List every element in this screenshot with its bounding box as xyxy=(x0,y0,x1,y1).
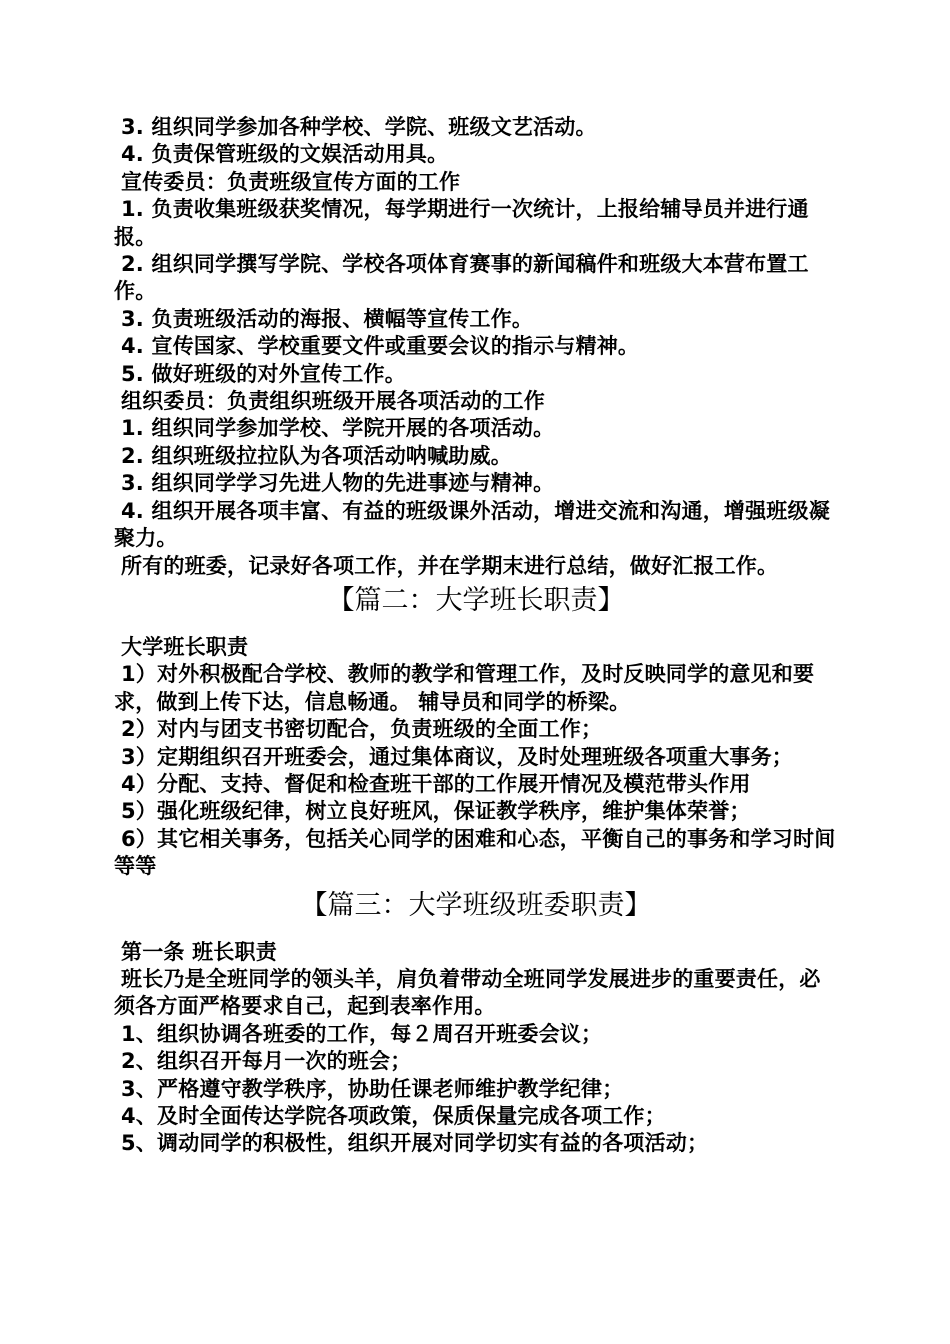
section-heading: 第一条 班长职责 xyxy=(121,939,277,964)
section3-body xyxy=(114,939,838,1158)
paragraph-line: 3. 组织同学参加各种学校、学院、班级文艺活动。 xyxy=(121,115,597,139)
paragraph-line: 5、调动同学的积极性，组织开展对同学切实有益的各项活动； xyxy=(121,1131,709,1156)
paragraph-line: 2、组织召开每月一次的班会； xyxy=(121,1049,412,1074)
role-heading: 组织委员：负责组织班级开展各项活动的工作 xyxy=(121,389,545,414)
paragraph-line: 班长乃是全班同学的领头羊，肩负着带动全班同学发展进步的重要责任，必须各方面严格要求自己，起到表率作用。 xyxy=(114,966,821,1019)
paragraph-line: 2. 组织班级拉拉队为各项活动呐喊助威。 xyxy=(121,443,512,468)
paragraph-line: 5. 做好班级的对外宣传工作。 xyxy=(121,361,406,386)
paragraph-line: 所有的班委，记录好各项工作，并在学期末进行总结，做好汇报工作。 xyxy=(121,553,779,578)
paragraph-line: 4. 负责保管班级的文娱活动用具。 xyxy=(121,142,449,167)
role-heading: 宣传委员：负责班级宣传方面的工作 xyxy=(121,169,461,194)
section-title-3: 【篇三：大学班级班委职责】 xyxy=(300,889,652,921)
paragraph-line: 6）其它相关事务，包括关心同学的困难和心态，平衡自己的事务和学习时间等等 xyxy=(114,826,836,879)
paragraph-line: 2）对内与团支书密切配合，负责班级的全面工作； xyxy=(121,717,603,742)
paragraph-line: 4）分配、支持、督促和检查班干部的工作展开情况及模范带头作用 xyxy=(121,771,751,796)
paragraph-line: 4. 组织开展各项丰富、有益的班级课外活动，增进交流和沟通，增强班级凝聚力。 xyxy=(114,498,830,551)
section-heading: 大学班长职责 xyxy=(121,634,249,659)
paragraph-line: 3. 负责班级活动的海报、横幅等宣传工作。 xyxy=(121,306,534,331)
document-page xyxy=(114,114,838,1158)
paragraph-line: 1. 负责收集班级获奖情况，每学期进行一次统计，上报给辅导员并进行通报。 xyxy=(114,197,809,249)
paragraph-line: 3. 组织同学学习先进人物的先进事迹与精神。 xyxy=(121,471,555,496)
paragraph-line: 1）对外积极配合学校、教师的教学和管理工作，及时反映同学的意见和要求，做到上传下达，信息畅通。 辅导员和同学的桥梁。 xyxy=(114,662,815,714)
paragraph-line: 3、严格遵守教学秩序，协助任课老师维护教学纪律； xyxy=(121,1076,624,1101)
paragraph-line: 3）定期组织召开班委会，通过集体商议，及时处理班级各项重大事务； xyxy=(121,744,794,769)
section2-body xyxy=(114,634,838,881)
paragraph-line: 1. 组织同学参加学校、学院开展的各项活动。 xyxy=(121,416,555,441)
paragraph-line: 5）强化班级纪律，树立良好班风，保证教学秩序，维护集体荣誉； xyxy=(121,799,751,824)
paragraph-line: 1、组织协调各班委的工作，每２周召开班委会议； xyxy=(121,1021,603,1046)
part1-body xyxy=(114,114,838,580)
paragraph-line: 4. 宣传国家、学校重要文件或重要会议的指示与精神。 xyxy=(121,334,640,359)
section-title-2: 【篇二：大学班长职责】 xyxy=(327,584,625,616)
paragraph-line: 2. 组织同学撰写学院、学校各项体育赛事的新闻稿件和班级大本营布置工作。 xyxy=(114,252,809,304)
paragraph-line: 4、及时全面传达学院各项政策，保质保量完成各项工作； xyxy=(121,1104,666,1128)
